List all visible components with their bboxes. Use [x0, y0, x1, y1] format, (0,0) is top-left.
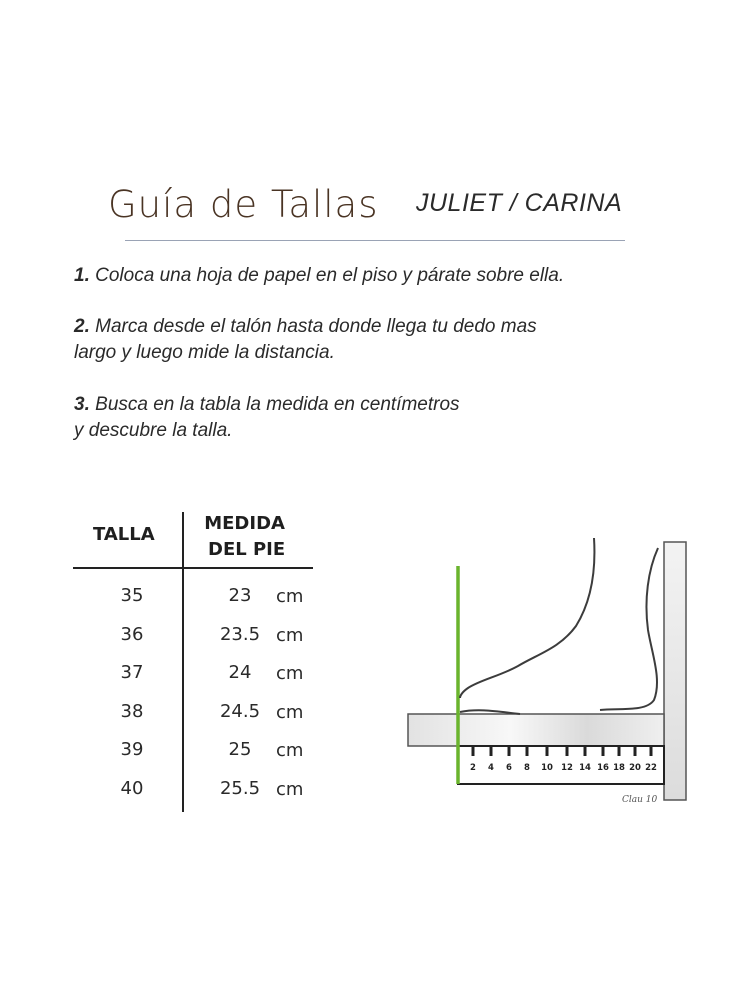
- step-1-text: Coloca una hoja de papel en el piso y párate sobre ella.: [95, 265, 565, 286]
- step-3-text: Busca en la tabla la medida en centímetros: [95, 394, 460, 415]
- ruler-label: 16: [597, 763, 609, 773]
- measure-cell: 23: [228, 585, 252, 606]
- ruler-label: 14: [579, 763, 591, 773]
- ruler-label: 4: [488, 763, 494, 773]
- step-3-number: 3.: [74, 394, 90, 415]
- ruler-label: 6: [506, 763, 512, 773]
- ruler-label: 2: [470, 763, 476, 773]
- header-measure-line2: DEL PIE: [208, 539, 286, 560]
- ruler-label: 10: [541, 763, 553, 773]
- ruler-label: 18: [613, 763, 625, 773]
- step-1-number: 1.: [74, 265, 90, 286]
- ruler-label: 12: [561, 763, 573, 773]
- artist-signature: Clau 10: [622, 795, 658, 805]
- table-horizontal-divider: [73, 567, 313, 569]
- header-measure: [204, 511, 285, 563]
- header-measure-line1: MEDIDA: [204, 513, 285, 534]
- step-2-number: 2.: [74, 316, 90, 337]
- table-vertical-divider: [182, 512, 184, 812]
- unit-cell: cm: [276, 702, 304, 723]
- title-divider: [125, 240, 625, 241]
- size-cell: 39: [120, 739, 144, 760]
- page-title: Guía de Tallas: [108, 183, 379, 226]
- foot-toes: [600, 548, 658, 710]
- size-cell: 38: [120, 701, 144, 722]
- ruler-label: 8: [524, 763, 530, 773]
- measure-cell: 24: [228, 662, 252, 683]
- step-2-text: Marca desde el talón hasta donde llega tu dedo mas: [95, 316, 537, 337]
- step-1: [74, 263, 674, 289]
- ruler-label: 20: [629, 763, 641, 773]
- platform: [408, 714, 664, 746]
- foot-measure-illustration: [400, 530, 700, 810]
- measure-cell: 23.5: [219, 624, 261, 645]
- unit-cell: cm: [276, 586, 304, 607]
- measure-cell: 25.5: [219, 778, 261, 799]
- measure-cell: 24.5: [219, 701, 261, 722]
- wall-board: [664, 542, 686, 800]
- step-3-text-line2: y descubre la talla.: [74, 420, 233, 441]
- page-subtitle: JULIET / CARINA: [416, 189, 623, 217]
- size-cell: 36: [120, 624, 144, 645]
- size-cell: 37: [120, 662, 144, 683]
- step-2: [74, 314, 674, 366]
- measure-cell: 25: [228, 739, 252, 760]
- foot-outline: [460, 538, 594, 714]
- unit-cell: cm: [276, 663, 304, 684]
- unit-cell: cm: [276, 625, 304, 646]
- step-2-text-line2: largo y luego mide la distancia.: [74, 342, 335, 363]
- ruler-label: 22: [645, 763, 657, 773]
- size-cell: 35: [120, 585, 144, 606]
- header-size: TALLA: [93, 524, 155, 545]
- step-3: [74, 392, 674, 444]
- size-cell: 40: [120, 778, 144, 799]
- unit-cell: cm: [276, 740, 304, 761]
- unit-cell: cm: [276, 779, 304, 800]
